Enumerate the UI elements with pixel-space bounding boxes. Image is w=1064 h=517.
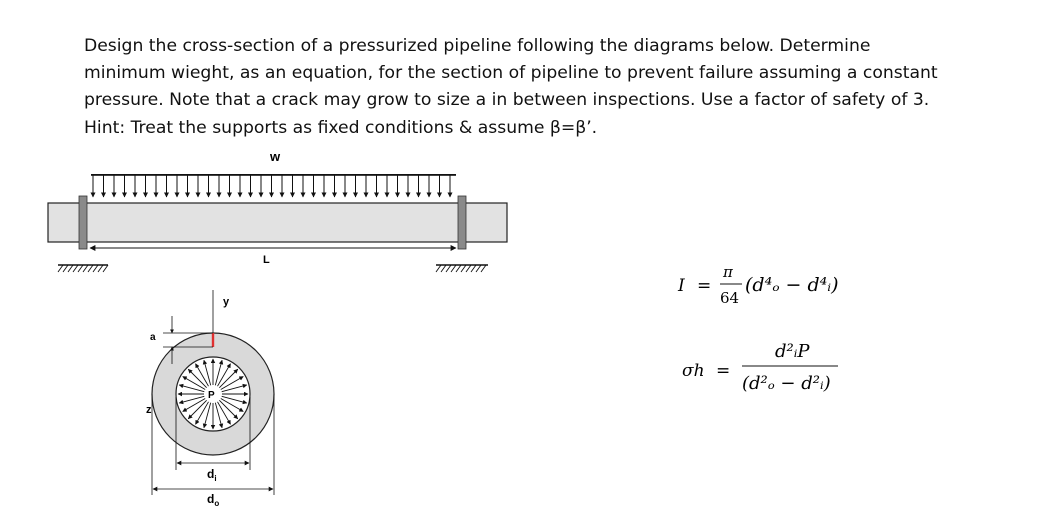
- pipe-body: [48, 203, 507, 242]
- outer-diameter-label: $d_o$: [207, 492, 220, 508]
- pressure-label: P: [208, 390, 215, 401]
- ground-hatch: [98, 265, 103, 272]
- load-label: w: [270, 149, 281, 164]
- load-arrows: [93, 175, 450, 197]
- ground-hatch: [456, 265, 461, 272]
- ground-hatch: [78, 265, 83, 272]
- equals-sign: =: [697, 276, 712, 296]
- ground-hatch: [481, 265, 486, 272]
- inertia-body: (d⁴ₒ − d⁴ᵢ): [745, 274, 839, 296]
- hoop-numerator: d²ᵢP: [775, 341, 810, 362]
- ground-hatch: [63, 265, 68, 272]
- ground-hatch: [461, 265, 466, 272]
- ground-hatch: [83, 265, 88, 272]
- problem-line: Hint: Treat the supports as fixed conditions & assume β=β’.: [84, 117, 598, 138]
- left-support: [79, 196, 87, 249]
- distributed-load: [91, 174, 456, 197]
- crack-label: a: [150, 332, 156, 343]
- problem-line: Design the cross-section of a pressurized pipeline following the diagrams below. Determine: [84, 36, 871, 56]
- ground-hatch: [103, 265, 108, 272]
- ground-hatch: [73, 265, 78, 272]
- ground-hatch: [476, 265, 481, 272]
- hoop-stress-equation: [682, 341, 838, 394]
- hoop-lhs: σh: [682, 361, 705, 381]
- y-axis-label: y: [223, 296, 230, 308]
- inertia-denominator: 64: [720, 289, 740, 307]
- z-axis-label: z: [146, 404, 152, 416]
- right-support: [458, 196, 466, 249]
- ground-hatch: [68, 265, 73, 272]
- ground-hatch: [446, 265, 451, 272]
- ground-hatch: [58, 265, 63, 272]
- problem-line: pressure. Note that a crack may grow to size a in between inspections. Use a factor of safety of 3.: [84, 90, 930, 111]
- ground-hatch: [471, 265, 476, 272]
- ground-hatch: [441, 265, 446, 272]
- inertia-lhs: I: [678, 276, 685, 296]
- inner-diameter-label: $d_i$: [207, 467, 217, 483]
- ground-hatch: [93, 265, 98, 272]
- beam-diagram: [48, 149, 507, 272]
- ground-hatch: [436, 265, 441, 272]
- length-label: L: [263, 254, 270, 266]
- ground-hatch: [451, 265, 456, 272]
- moment-of-inertia-equation: [677, 263, 839, 307]
- section-diagram: [146, 290, 274, 508]
- left-ground: [58, 265, 108, 272]
- problem-line: minimum wieght, as an equation, for the section of pipeline to prevent failure assuming a constant: [84, 63, 938, 84]
- right-ground: [436, 265, 488, 272]
- ground-hatch: [466, 265, 471, 272]
- ground-hatch: [88, 265, 93, 272]
- equals-sign: =: [716, 361, 731, 381]
- hoop-denominator: (d²ₒ − d²ᵢ): [742, 373, 831, 394]
- inertia-numerator: π: [723, 263, 733, 281]
